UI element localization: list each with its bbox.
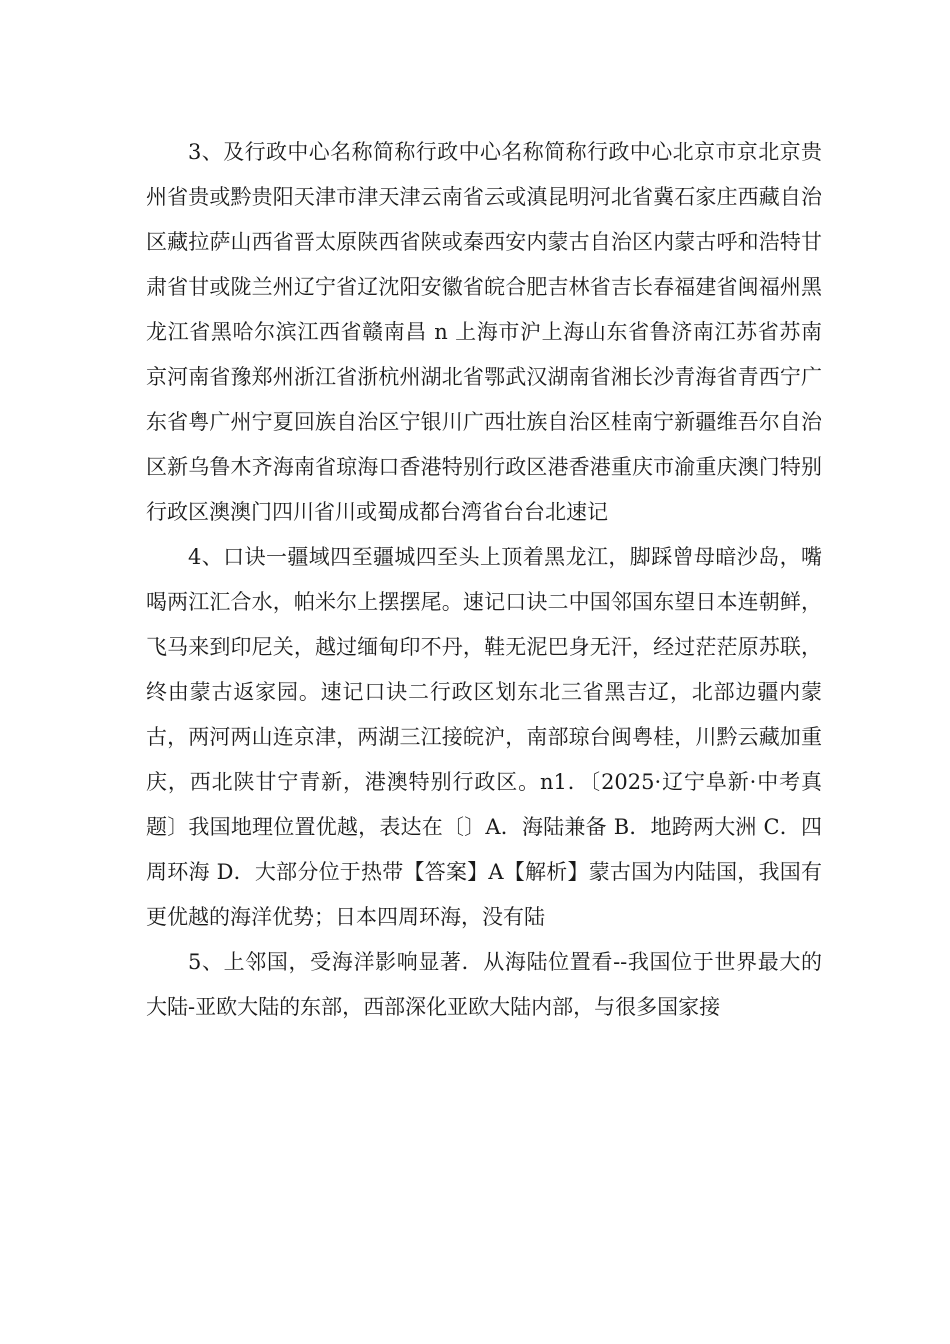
document-body <box>146 130 822 1030</box>
paragraph-4: 4、口诀一疆域四至疆城四至头上顶着黑龙江，脚踩曾母暗沙岛，嘴喝两江汇合水，帕米尔上摆摆尾。速记口诀二中国邻国东望日本连朝鲜，飞马来到印尼关，越过缅甸印不丹，鞋无泥巴身无汗，经过茫茫原苏联，终由蒙古返家园。速记口诀二行政区划东北三省黑吉辽，北部边疆内蒙古，两河两山连京津，两湖三江接皖沪，南部琼台闽粤桂，川黔云藏加重庆，西北陕甘宁青新，港澳特别行政区。n1．〔2025·辽宁阜新·中考真题〕我国地理位置优越，表达在〔〕A．海陆兼备 B．地跨两大洲 C．四周环海 D．大部分位于热带【答案】A【解析】蒙古国为内陆国，我国有更优越的海洋优势；日本四周环海，没有陆 <box>146 545 822 929</box>
paragraph-3: 3、及行政中心名称简称行政中心名称简称行政中心北京市京北京贵州省贵或黔贵阳天津市津天津云南省云或滇昆明河北省冀石家庄西藏自治区藏拉萨山西省晋太原陕西省陕或秦西安内蒙古自治区内蒙古呼和浩特甘肃省甘或陇兰州辽宁省辽沈阳安徽省皖合肥吉林省吉长春福建省闽福州黑龙江省黑哈尔滨江西省赣南昌 n 上海市沪上海山东省鲁济南江苏省苏南京河南省豫郑州浙江省浙杭州湖北省鄂武汉湖南省湘长沙青海省青西宁广东省粤广州宁夏回族自治区宁银川广西壮族自治区桂南宁新疆维吾尔自治区新乌鲁木齐海南省琼海口香港特别行政区港香港重庆市渝重庆澳门特别行政区澳澳门四川省川或蜀成都台湾省台台北速记 <box>146 140 822 524</box>
paragraph-5: 5、上邻国，受海洋影响显著．从海陆位置看--我国位于世界最大的大陆-亚欧大陆的东部，西部深化亚欧大陆内部，与很多国家接 <box>146 950 822 1019</box>
